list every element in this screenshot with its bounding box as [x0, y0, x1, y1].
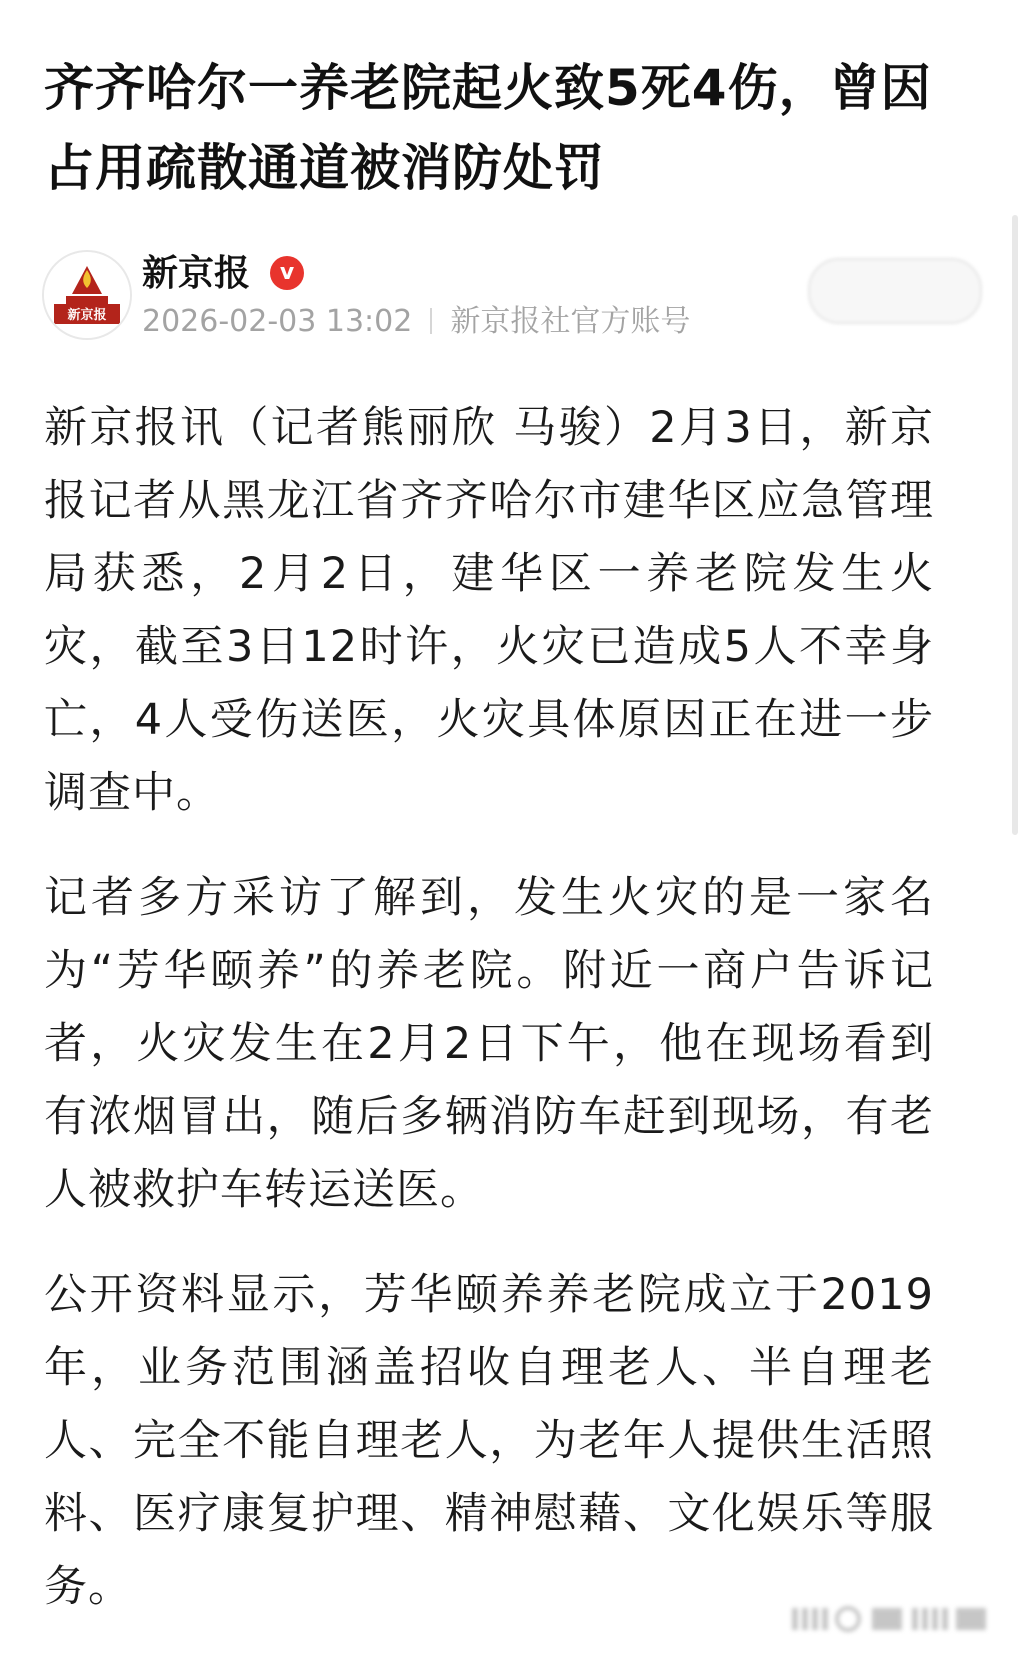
- avatar-logo-text: 新京报: [67, 308, 107, 323]
- follow-button-blurred[interactable]: [808, 258, 982, 324]
- article-paragraph: 记者多方采访了解到，发生火灾的是一家名为“芳华颐养”的养老院。附近一商户告诉记者，火灾发生在2月2日下午，他在现场看到有浓烟冒出，随后多辆消防车赶到现场，有老人被救护车转运送医。: [44, 873, 934, 1215]
- publish-date: 2026-02-03 13:02: [142, 304, 413, 339]
- watermark-icon: [792, 1602, 992, 1634]
- article-paragraph: 公开资料显示，芳华颐养养老院成立于2019年，业务范围涵盖招收自理老人、半自理老人、完全不能自理老人，为老年人提供生活照料、医疗康复护理、精神慰藉、文化娱乐等服务。: [44, 1270, 934, 1612]
- account-description: 新京报社官方账号: [450, 304, 691, 339]
- publish-meta: [142, 302, 690, 342]
- meta-divider: [430, 308, 432, 334]
- author-avatar[interactable]: [42, 250, 132, 340]
- xinjingbao-logo-icon: [44, 252, 130, 338]
- verified-badge-icon: v: [270, 256, 304, 290]
- article-paragraph: 新京报讯（记者熊丽欣 马骏）2月3日，新京报记者从黑龙江省齐齐哈尔市建华区应急管理局获悉，2月2日，建华区一养老院发生火灾，截至3日12时许，火灾已造成5人不幸身亡，4人受伤送医，火灾具体原因正在进一步调查中。: [44, 403, 934, 818]
- author-row: [42, 250, 982, 350]
- author-name[interactable]: 新京报: [142, 253, 251, 294]
- scrollbar[interactable]: [1012, 215, 1018, 835]
- article-title: 齐齐哈尔一养老院起火致5死4伤，曾因占用疏散通道被消防处罚: [44, 59, 932, 197]
- article-body: [44, 392, 934, 1656]
